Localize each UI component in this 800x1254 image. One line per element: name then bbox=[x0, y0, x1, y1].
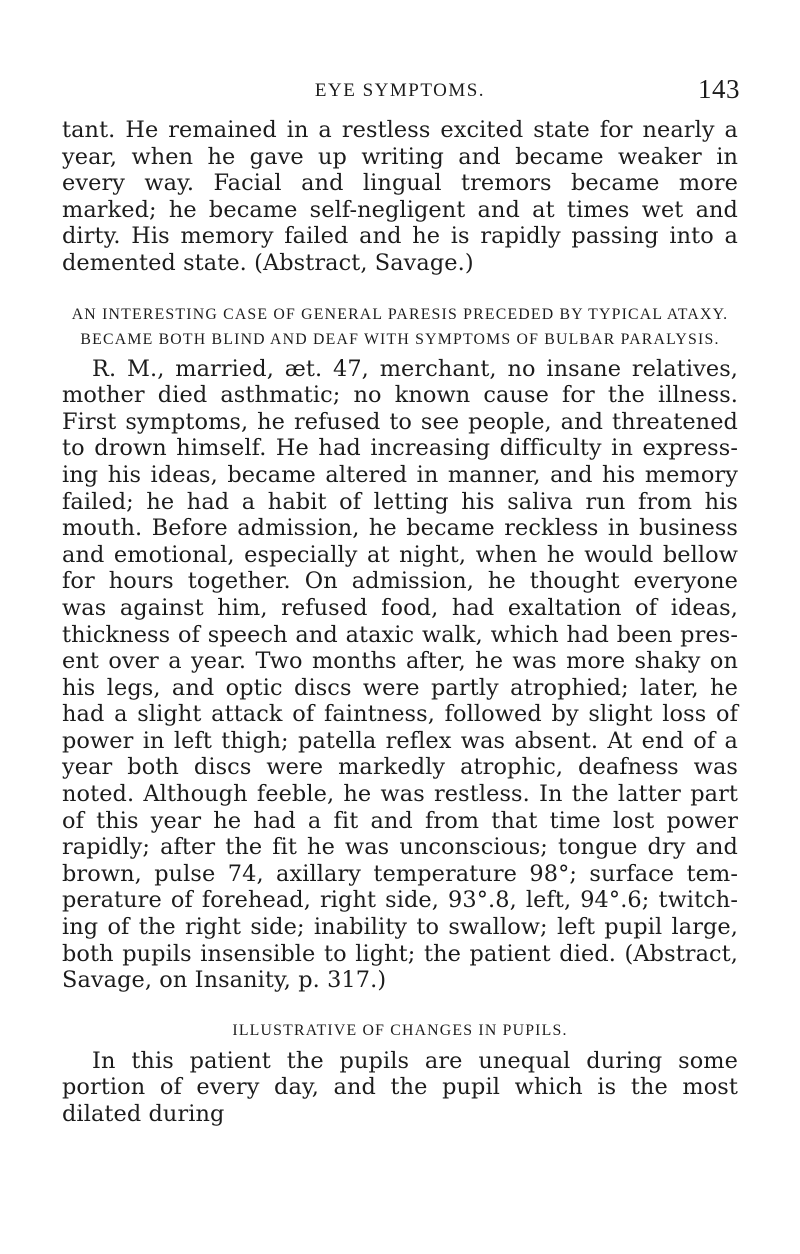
running-title: EYE SYMPTOMS. bbox=[314, 80, 486, 101]
case-paragraph: R. M., married, æt. 47, merchant, no insane relatives, mother died asthmatic; no known cause for the illness. First symptoms, he refused to see people, and threatened to drown himself. He had increasing difficulty in express-ing his ideas, became altered in manner, and his memory failed; he had a habit of letting his saliva run from his mouth. Before admission, he became reckless in business and emotional, especially at night, when he would bellow for hours together. On admission, he thought everyone was against him, refused food, had exaltation of ideas, thickness of speech and ataxic walk, which had been pres-ent over a year. Two months after, he was more shaky on his legs, and optic discs were partly atrophied; later, he had a slight attack of faintness, followed by slight loss of power in left thigh; patella reflex was absent. At end of a year both discs were markedly atrophic, deafness was noted. Although feeble, he was restless. In the latter part of this year he had a fit and from that time lost power rapidly; after the fit he was unconscious; tongue dry and brown, pulse 74, axillary temperature 98°; surface tem-perature of forehead, right side, 93°.8, left, 94°.6; twitch-ing of the right side; inability to swallow; left pupil large, both pupils insensible to light; the patient died. (Abstract, Savage, on Insanity, p. 317.) bbox=[62, 355, 738, 994]
case-heading: AN INTERESTING CASE OF GENERAL PARESIS PRECEDED BY TYPICAL ATAXY. BECAME BOTH BLIND AND DEAF WITH SYMPTOMS OF BULBAR PARALYSIS. bbox=[71, 305, 729, 348]
running-head bbox=[0, 74, 800, 114]
pupils-heading: ILLUSTRATIVE OF CHANGES IN PUPILS. bbox=[232, 1021, 568, 1039]
body-text bbox=[62, 117, 738, 1128]
page-number: 143 bbox=[698, 74, 740, 104]
pupils-paragraph: In this patient the pupils are unequal during some portion of every day, and the pupil which is the most dilated during bbox=[62, 1047, 738, 1127]
continuation-paragraph: tant. He remained in a restless excited state for nearly a year, when he gave up writing and became weaker in every way. Facial and lingual tremors became more marked; he became self-negligent and at times wet and dirty. His memory failed and he is rapidly passing into a demented state. (Abstract, Savage.) bbox=[62, 117, 738, 276]
